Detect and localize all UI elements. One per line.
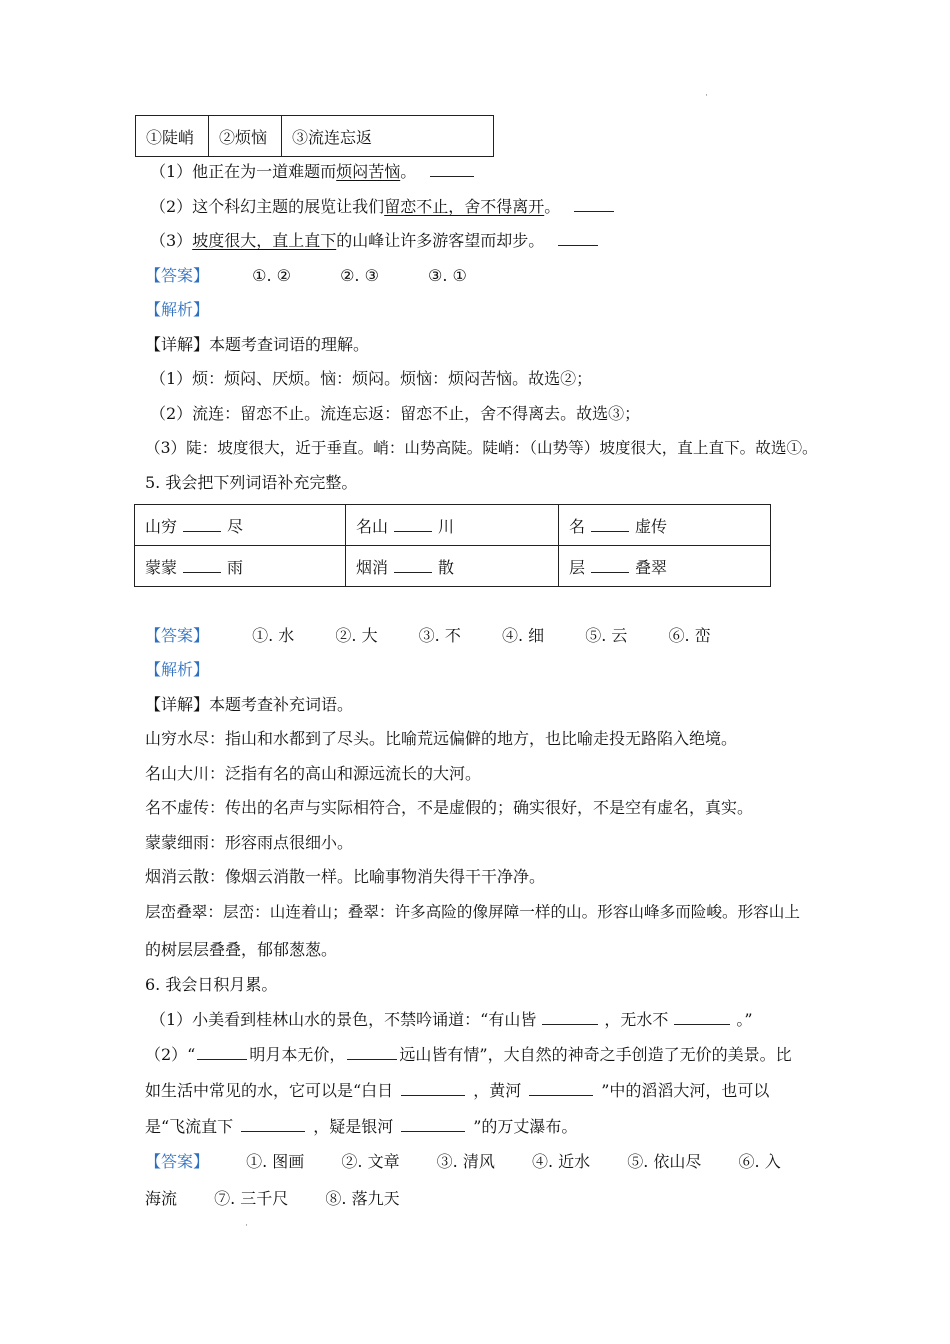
q5-analysis-label: 【解析】 — [145, 660, 210, 679]
q4-sentence-2: （2）这个科幻主题的展览让我们留恋不止，舍不得离开。 — [150, 197, 620, 217]
q6-line-2: （2）“ 明月本无价， 远山皆有情”，大自然的神奇之手创造了无价的美景。比 — [145, 1045, 792, 1064]
q4-analysis-label: 【解析】 — [145, 300, 210, 319]
q5-cell: 名山 川 — [346, 505, 559, 546]
q5-explain-5: 烟消云散：像烟云消散一样。比喻事物消失得干干净净。 — [145, 867, 546, 886]
q6-line-1: （1）小美看到桂林山水的景色，不禁吟诵道：“有山皆 ，无水不 。” — [150, 1010, 753, 1029]
q5-explain-2: 名山大川：泛指有名的高山和源远流长的大河。 — [145, 764, 482, 783]
q5-answer-row: 【答案】 ①. 水 ②. 大 ③. 不 ④. 细 ⑤. 云 ⑥. 峦 — [145, 626, 711, 645]
q5-explain-6: 层峦叠翠：层峦：山连着山；叠翠：许多高险的像屏障一样的山。形容山峰多而险峻。形容山上 — [145, 903, 800, 921]
q6-answer-row: 【答案】 ①. 图画 ②. 文章 ③. 清风 ④. 近水 ⑤. 依山尽 ⑥. 入 — [145, 1152, 781, 1171]
option-1: ①陡峭 — [136, 116, 209, 157]
q4-answer-row: 【答案】 ①. ② ②. ③ ③. ① — [145, 266, 467, 285]
q6-line-3: 如生活中常见的水，它可以是“白日 ，黄河 ”中的滔滔大河，也可以 — [145, 1081, 770, 1100]
option-3: ③流连忘返 — [282, 116, 494, 157]
q6-answer-row-2: 海流 ⑦. 三千尺 ⑧. 落九天 — [145, 1189, 400, 1208]
q5-explain-4: 蒙蒙细雨：形容雨点很细小。 — [145, 833, 354, 852]
option-2: ②烦恼 — [209, 116, 282, 157]
q5-cell: 名 虚传 — [559, 505, 771, 546]
q5-explain-7: 的树层层叠叠，郁郁葱葱。 — [145, 940, 338, 959]
q5-detail: 【详解】本题考查补充词语。 — [145, 695, 354, 714]
q4-explain-3: （3）陡：坡度很大，近于垂直。峭：山势高陡。陡峭：（山势等）坡度很大，直上直下。故选①。 — [145, 439, 818, 457]
q4-explain-2: （2）流连：留恋不止。流连忘返：留恋不止，舍不得离去。故选③； — [150, 404, 641, 423]
q5-cell: 层 叠翠 — [559, 546, 771, 587]
q6-title: 6. 我会日积月累。 — [145, 975, 278, 994]
q5-cell: 蒙蒙 雨 — [135, 546, 346, 587]
q4-sentence-1: （1）他正在为一道难题而烦闷苦恼。 — [150, 162, 480, 182]
answer-label: 【答案】 — [145, 266, 210, 285]
q5-cell: 山穷 尽 — [135, 505, 346, 546]
bottom-dot-mark: ˙ — [244, 1224, 249, 1235]
answer-label: 【答案】 — [145, 1152, 210, 1171]
q4-explain-1: （1）烦：烦闷、厌烦。恼：烦闷。烦恼：烦闷苦恼。故选②； — [150, 369, 593, 388]
q5-explain-1: 山穷水尽：指山和水都到了尽头。比喻荒远偏僻的地方，也比喻走投无路陷入绝境。 — [145, 729, 738, 748]
q5-cell: 烟消 散 — [346, 546, 559, 587]
answer-label: 【答案】 — [145, 626, 210, 645]
q4-detail: 【详解】本题考查词语的理解。 — [145, 335, 370, 354]
q5-table — [134, 504, 771, 587]
q6-line-4: 是“飞流直下 ，疑是银河 ”的万丈瀑布。 — [145, 1117, 578, 1136]
options-table — [135, 115, 494, 157]
q5-explain-3: 名不虚传：传出的名声与实际相符合，不是虚假的；确实很好，不是空有虚名，真实。 — [145, 798, 754, 817]
q4-sentence-3: （3）坡度很大，直上直下的山峰让许多游客望而却步。 — [150, 231, 604, 251]
q5-title: 5. 我会把下列词语补充完整。 — [145, 473, 358, 492]
top-dot-mark: ˙ — [704, 94, 709, 105]
